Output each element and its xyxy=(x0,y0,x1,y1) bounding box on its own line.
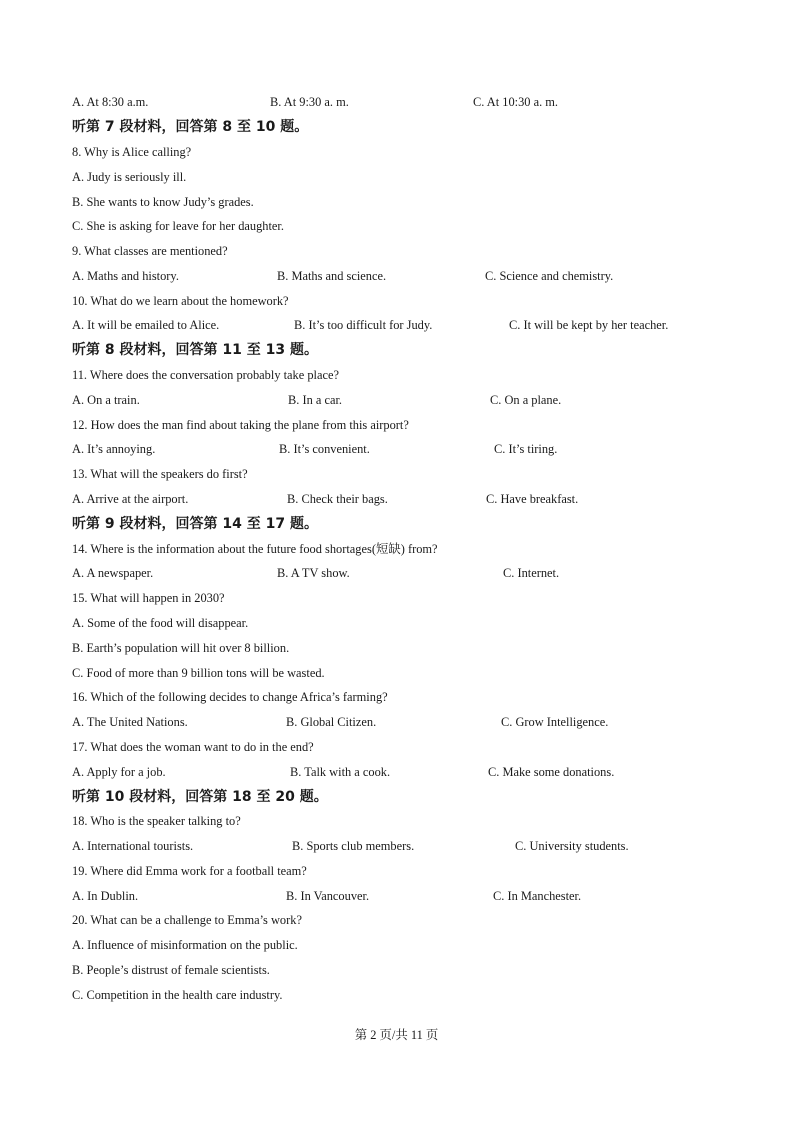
q15-option-a: A. Some of the food will disappear. xyxy=(72,616,249,630)
q7-option-a: A. At 8:30 a.m. xyxy=(72,95,149,109)
q8-option-a: A. Judy is seriously ill. xyxy=(72,170,187,184)
q9-option-b: B. Maths and science. xyxy=(277,269,387,283)
q14-option-b: B. A TV show. xyxy=(277,566,350,580)
q15-option-c: C. Food of more than 9 billion tons will be wasted. xyxy=(72,666,325,680)
section-9-heading: 听第 9 段材料，回答第 14 至 17 题。 xyxy=(72,516,318,532)
q11-option-c: C. On a plane. xyxy=(490,393,562,407)
q10-option-b: B. It’s too difficult for Judy. xyxy=(294,318,433,332)
q16-stem: 16. Which of the following decides to change Africa’s farming? xyxy=(72,690,388,704)
q14-option-a: A. A newspaper. xyxy=(72,566,154,580)
q7-option-b: B. At 9:30 a. m. xyxy=(270,95,349,109)
q17-option-a: A. Apply for a job. xyxy=(72,765,166,779)
q10-option-a: A. It will be emailed to Alice. xyxy=(72,318,220,332)
q15-stem: 15. What will happen in 2030? xyxy=(72,591,225,605)
q11-option-b: B. In a car. xyxy=(288,393,343,407)
q12-option-a: A. It’s annoying. xyxy=(72,442,156,456)
section-10-heading: 听第 10 段材料，回答第 18 至 20 题。 xyxy=(72,789,328,805)
q10-option-c: C. It will be kept by her teacher. xyxy=(509,318,669,332)
q15-option-b: B. Earth’s population will hit over 8 billion. xyxy=(72,641,290,655)
q8-option-c: C. She is asking for leave for her daughter. xyxy=(72,219,284,233)
q14-stem: 14. Where is the information about the future food shortages(短缺) from? xyxy=(72,542,438,556)
q16-option-a: A. The United Nations. xyxy=(72,715,188,729)
q9-stem: 9. What classes are mentioned? xyxy=(72,244,228,258)
q10-stem: 10. What do we learn about the homework? xyxy=(72,294,289,308)
q16-option-c: C. Grow Intelligence. xyxy=(501,715,609,729)
q18-stem: 18. Who is the speaker talking to? xyxy=(72,814,241,828)
q14-option-c: C. Internet. xyxy=(503,566,560,580)
q20-option-c: C. Competition in the health care industry. xyxy=(72,988,283,1002)
q13-option-c: C. Have breakfast. xyxy=(486,492,579,506)
q20-option-a: A. Influence of misinformation on the public. xyxy=(72,938,298,952)
q20-option-b: B. People’s distrust of female scientists. xyxy=(72,963,270,977)
q11-stem: 11. Where does the conversation probably take place? xyxy=(72,368,339,382)
q13-option-b: B. Check their bags. xyxy=(287,492,388,506)
q18-option-a: A. International tourists. xyxy=(72,839,194,853)
q11-option-a: A. On a train. xyxy=(72,393,140,407)
q18-option-c: C. University students. xyxy=(515,839,629,853)
q17-stem: 17. What does the woman want to do in the end? xyxy=(72,740,314,754)
q12-option-c: C. It’s tiring. xyxy=(494,442,558,456)
q19-stem: 19. Where did Emma work for a football team? xyxy=(72,864,307,878)
page-number-footer: 第 2 页/共 11 页 xyxy=(354,1028,439,1042)
q12-option-b: B. It’s convenient. xyxy=(279,442,370,456)
q16-option-b: B. Global Citizen. xyxy=(286,715,377,729)
q7-option-c: C. At 10:30 a. m. xyxy=(473,95,559,109)
q19-option-b: B. In Vancouver. xyxy=(286,889,370,903)
section-8-heading: 听第 8 段材料，回答第 11 至 13 题。 xyxy=(72,342,318,358)
q8-stem: 8. Why is Alice calling? xyxy=(72,145,192,159)
q19-option-a: A. In Dublin. xyxy=(72,889,139,903)
q18-option-b: B. Sports club members. xyxy=(292,839,415,853)
q8-option-b: B. She wants to know Judy’s grades. xyxy=(72,195,254,209)
q13-option-a: A. Arrive at the airport. xyxy=(72,492,189,506)
q19-option-c: C. In Manchester. xyxy=(493,889,582,903)
q9-option-a: A. Maths and history. xyxy=(72,269,179,283)
q17-option-c: C. Make some donations. xyxy=(488,765,615,779)
q12-stem: 12. How does the man find about taking the plane from this airport? xyxy=(72,418,409,432)
section-7-heading: 听第 7 段材料，回答第 8 至 10 题。 xyxy=(72,119,309,135)
q13-stem: 13. What will the speakers do first? xyxy=(72,467,248,481)
q9-option-c: C. Science and chemistry. xyxy=(485,269,614,283)
q20-stem: 20. What can be a challenge to Emma’s work? xyxy=(72,913,302,927)
q17-option-b: B. Talk with a cook. xyxy=(290,765,391,779)
